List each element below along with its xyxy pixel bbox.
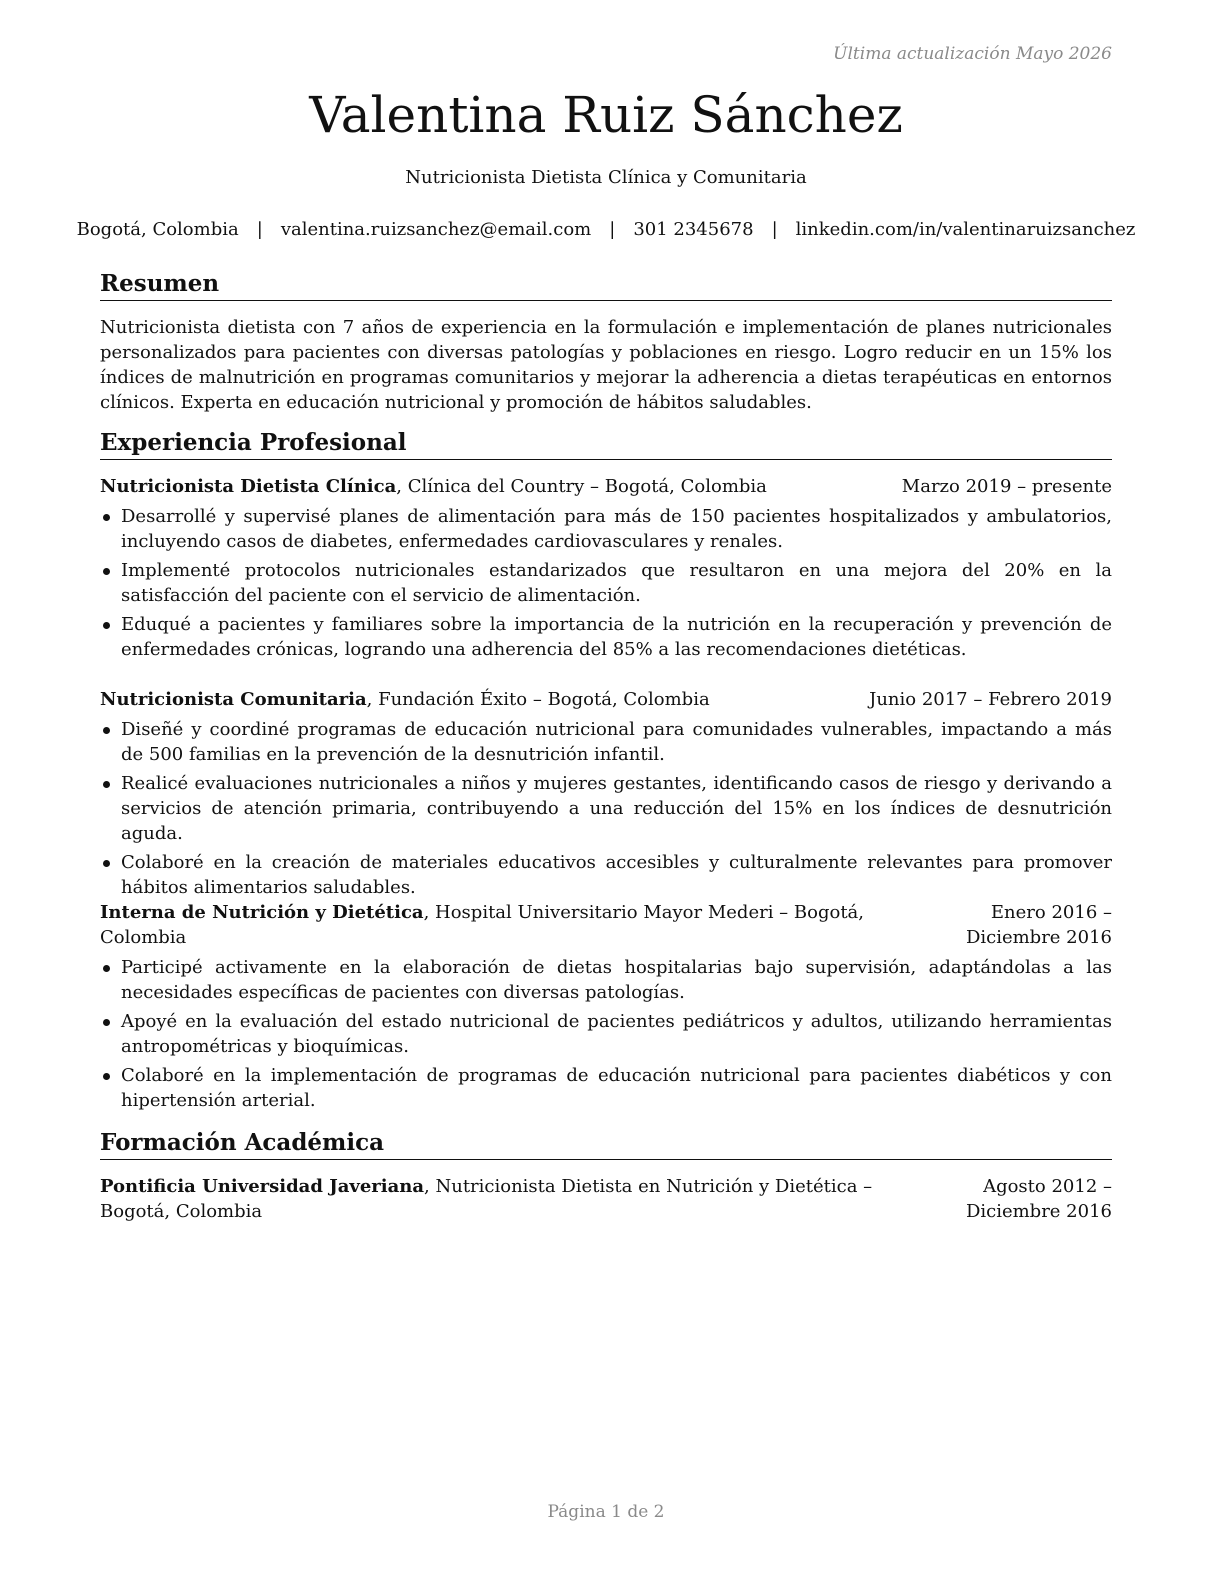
- contact-linkedin[interactable]: linkedin.com/in/valentinaruizsanchez: [795, 219, 1136, 240]
- section-title-summary: Resumen: [100, 269, 1112, 301]
- contact-phone: 301 2345678: [633, 219, 754, 240]
- job-entry: [100, 474, 1112, 666]
- bullet-item: [100, 1063, 1112, 1113]
- job-title-line: [100, 900, 929, 950]
- job-role: Nutricionista Comunitaria: [100, 689, 367, 710]
- education-entry: [100, 1174, 1112, 1224]
- job-dates: Marzo 2019 – presente: [901, 476, 1112, 497]
- bullet-item: [100, 955, 1112, 1005]
- contact-separator: |: [609, 219, 616, 240]
- resume-page: [76, 0, 1136, 1584]
- bullet-icon: [103, 727, 110, 734]
- last-updated: Última actualización Mayo 2026: [833, 44, 1112, 64]
- education-dates: Agosto 2012 – Diciembre 2016: [965, 1176, 1112, 1222]
- bullet-text: Diseñé y coordiné programas de educación nutricional para comunidades vulnerables, impactando a más de 500 familias en la prevención de la desnutrición infantil.: [121, 719, 1112, 765]
- bullet-item: [100, 1009, 1112, 1059]
- page-number: Página 1 de 2: [547, 1502, 665, 1522]
- job-role: Nutricionista Dietista Clínica: [100, 476, 397, 497]
- contact-email[interactable]: valentina.ruizsanchez@email.com: [280, 219, 592, 240]
- candidate-name: Valentina Ruiz Sánchez: [309, 86, 903, 144]
- bullet-text: Implementé protocolos nutricionales estandarizados que resultaron en una mejora del 20% en la satisfacción del paciente con el servicio de alimentación.: [121, 560, 1112, 606]
- bullet-item: [100, 850, 1112, 900]
- education-title-line: [100, 1174, 929, 1224]
- bullet-item: [100, 612, 1112, 662]
- bullet-text: Colaboré en la creación de materiales educativos accesibles y culturalmente relevantes para promover hábitos alimentarios saludables.: [121, 852, 1112, 898]
- bullet-text: Colaboré en la implementación de programas de educación nutricional para pacientes diabéticos y con hipertensión arterial.: [121, 1065, 1112, 1111]
- job-org: , Clínica del Country – Bogotá, Colombia: [396, 476, 767, 497]
- job-header: [100, 900, 1112, 950]
- section-title-education: Formación Académica: [100, 1128, 1112, 1160]
- job-header: [100, 687, 1112, 712]
- job-org: , Fundación Éxito – Bogotá, Colombia: [366, 689, 710, 710]
- job-header: [100, 474, 1112, 499]
- bullet-item: [100, 771, 1112, 846]
- job-dates: Enero 2016 – Diciembre 2016: [965, 902, 1112, 948]
- contact-location: Bogotá, Colombia: [76, 219, 239, 240]
- job-entry: [100, 687, 1112, 904]
- job-entry: [100, 900, 1112, 1117]
- bullet-item: [100, 717, 1112, 767]
- bullet-text: Realicé evaluaciones nutricionales a niños y mujeres gestantes, identificando casos de riesgo y derivando a servicios de atención primaria, contribuyendo a una reducción del 15% en los índices de desnutrición aguda.: [121, 773, 1112, 844]
- bullet-icon: [103, 622, 110, 629]
- bullet-icon: [103, 965, 110, 972]
- bullet-item: [100, 558, 1112, 608]
- job-title-line: [100, 474, 894, 499]
- section-title-experience: Experiencia Profesional: [100, 428, 1112, 460]
- bullet-icon: [103, 781, 110, 788]
- bullet-icon: [103, 860, 110, 867]
- bullet-icon: [103, 1073, 110, 1080]
- bullet-item: [100, 504, 1112, 554]
- headline: Nutricionista Dietista Clínica y Comunitaria: [405, 167, 807, 188]
- bullet-icon: [103, 514, 110, 521]
- job-role: Interna de Nutrición y Dietética: [100, 902, 424, 923]
- contact-separator: |: [256, 219, 263, 240]
- summary-text: Nutricionista dietista con 7 años de experiencia en la formulación e implementación de planes nutricionales personalizados para pacientes con diversas patologías y poblaciones en riesgo. Logro reducir en un 15% los índices de malnutrición en programas comunitarios y mejorar la adherencia a dietas terapéuticas en entornos clínicos. Experta en educación nutricional y promoción de hábitos saludables.: [100, 317, 1112, 413]
- bullet-text: Desarrollé y supervisé planes de alimentación para más de 150 pacientes hospitalizados y ambulatorios, incluyendo casos de diabetes, enfermedades cardiovasculares y renales.: [121, 506, 1112, 552]
- bullet-icon: [103, 568, 110, 575]
- contact-separator: |: [771, 219, 778, 240]
- bullet-text: Participé activamente en la elaboración de dietas hospitalarias bajo supervisión, adaptándolas a las necesidades específicas de pacientes con diversas patologías.: [121, 957, 1112, 1003]
- job-bullets: [100, 504, 1112, 662]
- bullet-text: Eduqué a pacientes y familiares sobre la importancia de la nutrición en la recuperación y prevención de enfermedades crónicas, logrando una adherencia del 85% a las recomendaciones dietéticas.: [121, 614, 1112, 660]
- bullet-text: Apoyé en la evaluación del estado nutricional de pacientes pediátricos y adultos, utilizando herramientas antropométricas y bioquímicas.: [121, 1011, 1112, 1057]
- job-title-line: [100, 687, 861, 712]
- education-degree: , Nutricionista Dietista en Nutrición y Dietética – Bogotá, Colombia: [100, 1176, 873, 1222]
- bullet-icon: [103, 1019, 110, 1026]
- job-dates: Junio 2017 – Febrero 2019: [869, 689, 1112, 710]
- job-bullets: [100, 717, 1112, 900]
- job-bullets: [100, 955, 1112, 1113]
- education-header: [100, 1174, 1112, 1224]
- contact-line: [76, 219, 1136, 240]
- education-institution: Pontificia Universidad Javeriana: [100, 1176, 425, 1197]
- job-org: , Hospital Universitario Mayor Mederi – Bogotá, Colombia: [100, 902, 865, 948]
